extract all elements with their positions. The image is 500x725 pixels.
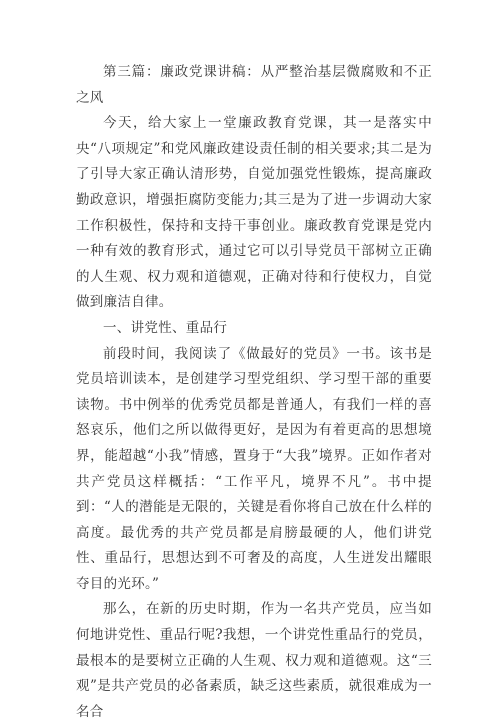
section-heading: 一、讲党性、重品行 <box>103 319 228 336</box>
document-title: 第三篇：廉政党课讲稿：从严整治基层微腐败和不正之风 <box>76 64 432 106</box>
intro-paragraph: 今天，给大家上一堂廉政教育党课，其一是落实中央“八项规定”和党风廉政建设责任制的相关要求;其二是为了引导大家正确认清形势，自觉加强党性锻炼，提高廉政勤政意识，增强拒腐防变能力;其三是为了进一步调动大家工作积极性，保持和支持干事创业。廉政教育党课是党内一种有效的教育形式，通过它可以引导党员干部树立正确的人生观、权力观和道德观，正确对待和行使权力，自觉做到廉洁自律。 <box>76 115 432 311</box>
document-body <box>76 60 432 725</box>
section-paragraph-1: 前段时间，我阅读了《做最好的党员》一书。该书是党员培训读本，是创建学习型党组织、学习型干部的重要读物。书中例举的优秀党员都是普通人，有我们一样的喜怒哀乐，他们之所以做得更好，是因为有着更高的思想境界，能超越“小我”情感，置身于“大我”境界。正如作者对共产党员这样概括：“工作平凡，境界不凡”。书中提到：“人的潜能是无限的，关键是看你将自己放在什么样的高度。最优秀的共产党员都是肩膀最硬的人，他们讲党性、重品行，思想达到不可奢及的高度，人生迸发出耀眼夺目的光环。” <box>76 345 432 592</box>
section-paragraph-2: 那么，在新的历史时期，作为一名共产党员，应当如何地讲党性、重品行呢?我想，一个讲党性重品行的党员，最根本的是要树立正确的人生观、权力观和道德观。这“三观”是共产党员的必备素质，缺乏这些素质，就很难成为一名合 <box>76 601 432 720</box>
